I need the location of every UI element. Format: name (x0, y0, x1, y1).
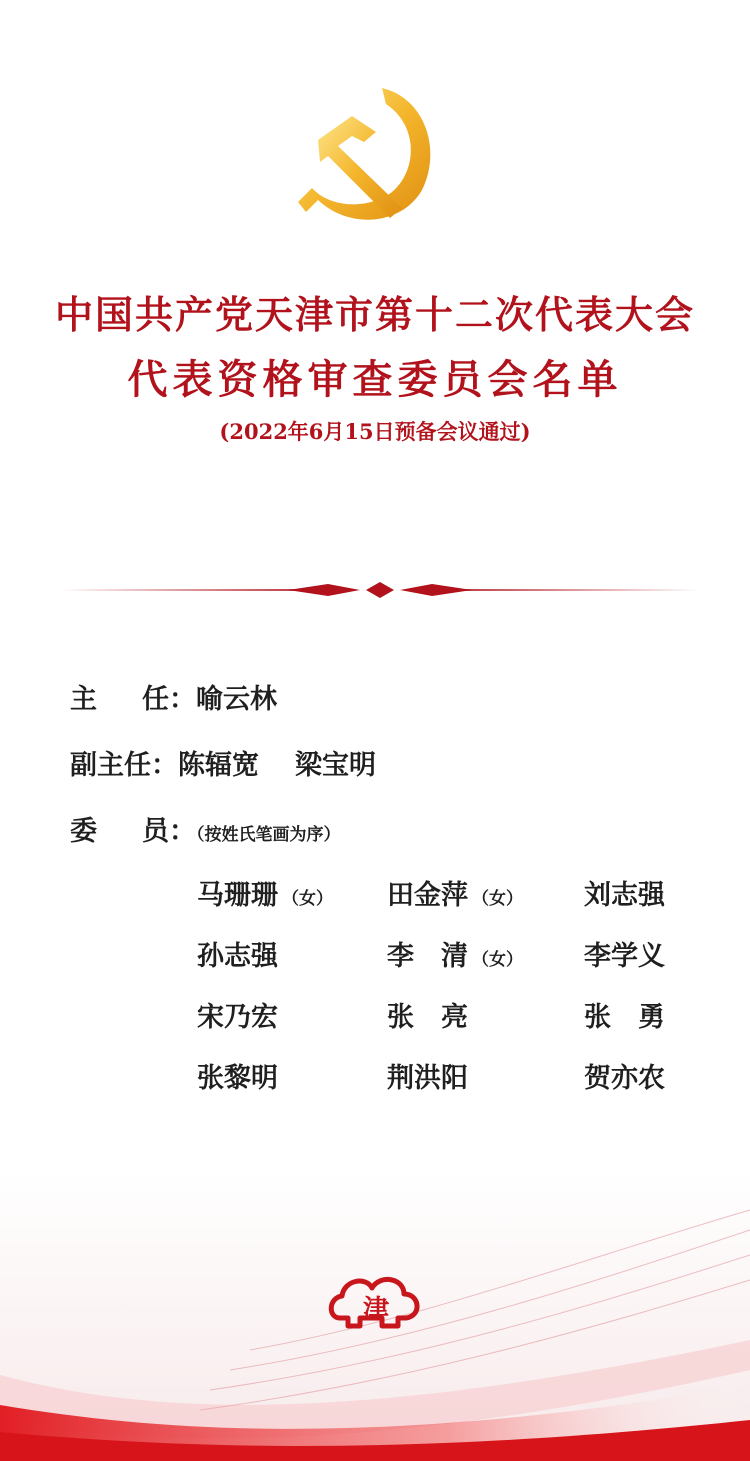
member-name: 张黎明 (197, 1063, 278, 1094)
member-name: 李 清 （女） (387, 941, 523, 972)
deputy-name-1: 陈辐宽 (178, 750, 259, 781)
members-label-b: 员： (142, 816, 196, 847)
members-row (197, 1056, 697, 1117)
members-order-note: （按姓氏笔画为序） (196, 825, 341, 845)
member-name: 李学义 (584, 941, 665, 972)
member-name: 张 勇 (584, 1002, 665, 1033)
ornament-divider (60, 578, 700, 602)
svg-text:津: 津 (362, 1295, 390, 1325)
member-name: 田金萍 （女） (387, 880, 523, 911)
director-label-a: 主 (70, 684, 97, 715)
director-row (70, 677, 277, 716)
party-emblem-icon (290, 80, 450, 235)
members-row (197, 873, 697, 934)
members-row (197, 934, 697, 995)
director-name: 喻云林 (196, 684, 277, 715)
deputy-label: 副主任： (70, 750, 178, 781)
member-name: 刘志强 (584, 880, 665, 911)
member-name: 宋乃宏 (197, 1002, 278, 1033)
deputy-row (70, 743, 376, 782)
page-subtitle: (2022年6月15日预备会议通过) (219, 419, 531, 444)
members-row (197, 995, 697, 1056)
members-label-a: 委 (70, 816, 97, 847)
members-heading (70, 809, 341, 848)
deputy-name-2: 梁宝明 (295, 750, 376, 781)
members-list (197, 873, 697, 1117)
member-name: 张 亮 (387, 1002, 468, 1033)
director-label-b: 任： (142, 684, 196, 715)
page-title: 中国共产党天津市第十二次代表大会 (54, 292, 695, 337)
decorative-footer (0, 1170, 750, 1461)
page-title-line2: 代表资格审查委员会名单 (127, 356, 623, 403)
member-name: 荆洪阳 (387, 1063, 468, 1094)
member-name: 马珊珊 （女） (197, 880, 333, 911)
member-name: 孙志强 (197, 941, 278, 972)
member-name: 贺亦农 (584, 1063, 665, 1094)
